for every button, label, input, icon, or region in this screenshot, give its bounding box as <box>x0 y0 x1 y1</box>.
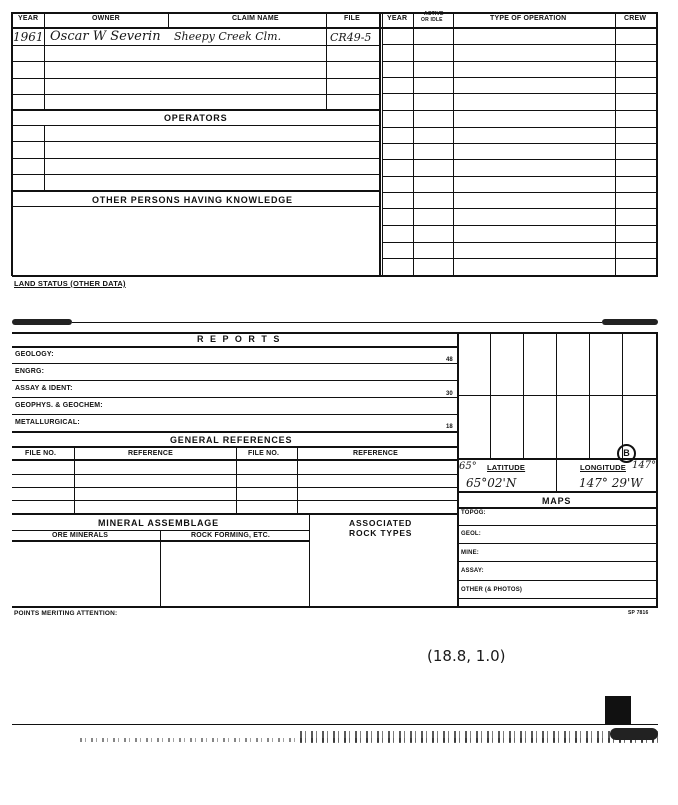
report-label-geophys: GEOPHYS. & GEOCHEM: <box>15 402 103 409</box>
maps-heading: MAPS <box>542 496 572 506</box>
owner-header: OWNER <box>92 15 120 22</box>
points-meriting-label: POINTS MERITING ATTENTION: <box>14 610 118 617</box>
year-operation-header: YEAR <box>387 15 408 22</box>
maps-row-geol: GEOL: <box>461 531 481 537</box>
report-num-metallurgical: 18 <box>446 424 453 430</box>
separator-band <box>12 319 658 325</box>
report-label-geology: GEOLOGY: <box>15 351 54 358</box>
type-of-operation-header: TYPE OF OPERATION <box>490 15 567 22</box>
general-references-heading: GENERAL REFERENCES <box>170 435 293 445</box>
longitude-suffix: 147° <box>632 460 657 471</box>
associated-rock-types-line1: ASSOCIATED <box>349 518 413 528</box>
latitude-value: 65°02'N <box>466 476 517 490</box>
active-header-line1: ACTIVE <box>424 11 444 17</box>
entry-claim-name: Sheepy Creek Clm. <box>174 30 282 43</box>
circled-b-mark: B <box>617 444 636 463</box>
maps-row-topog: TOPOG: <box>461 510 486 516</box>
year-header: YEAR <box>18 15 39 22</box>
operators-heading: OPERATORS <box>164 113 228 123</box>
ref-reference-1: REFERENCE <box>128 450 173 457</box>
report-label-metallurgical: METALLURGICAL: <box>15 419 80 426</box>
file-header: FILE <box>344 15 360 22</box>
active-header-line2: OR IDLE <box>421 17 443 23</box>
associated-rock-types-line2: ROCK TYPES <box>349 528 413 538</box>
handwritten-note: (18.8, 1.0) <box>427 647 506 665</box>
ore-minerals-header: ORE MINERALS <box>52 532 109 539</box>
entry-year: 1961 <box>13 30 44 44</box>
report-label-assay: ASSAY & IDENT: <box>15 385 73 392</box>
report-num-assay: 30 <box>446 391 453 397</box>
form-number: SP 7816 <box>628 610 649 616</box>
crew-header: CREW <box>624 15 647 22</box>
land-status-label: LAND STATUS (OTHER DATA) <box>14 279 126 288</box>
entry-owner: Oscar W Severin <box>50 29 161 44</box>
ref-file-no-1: FILE NO. <box>25 450 57 457</box>
longitude-value: 147° 29'W <box>579 476 643 490</box>
entry-file: CR49-5 <box>330 31 372 44</box>
maps-row-other: OTHER (& PHOTOS) <box>461 587 523 593</box>
ref-file-no-2: FILE NO. <box>248 450 280 457</box>
mineral-assemblage-heading: MINERAL ASSEMBLAGE <box>98 518 219 528</box>
latitude-label: LATITUDE <box>487 463 526 472</box>
reports-heading: R E P O R T S <box>197 334 282 344</box>
report-label-engrg: ENGRG: <box>15 368 45 375</box>
longitude-label: LONGITUDE <box>580 463 626 472</box>
other-persons-heading: OTHER PERSONS HAVING KNOWLEDGE <box>92 195 293 205</box>
claim-name-header: CLAIM NAME <box>232 15 279 22</box>
maps-row-mine: MINE: <box>461 550 479 556</box>
ref-reference-2: REFERENCE <box>353 450 398 457</box>
maps-row-assay: ASSAY: <box>461 568 484 574</box>
report-num-geology: 48 <box>446 357 453 363</box>
latitude-prefix: 65° <box>459 461 477 472</box>
rock-forming-header: ROCK FORMING, ETC. <box>191 532 271 539</box>
